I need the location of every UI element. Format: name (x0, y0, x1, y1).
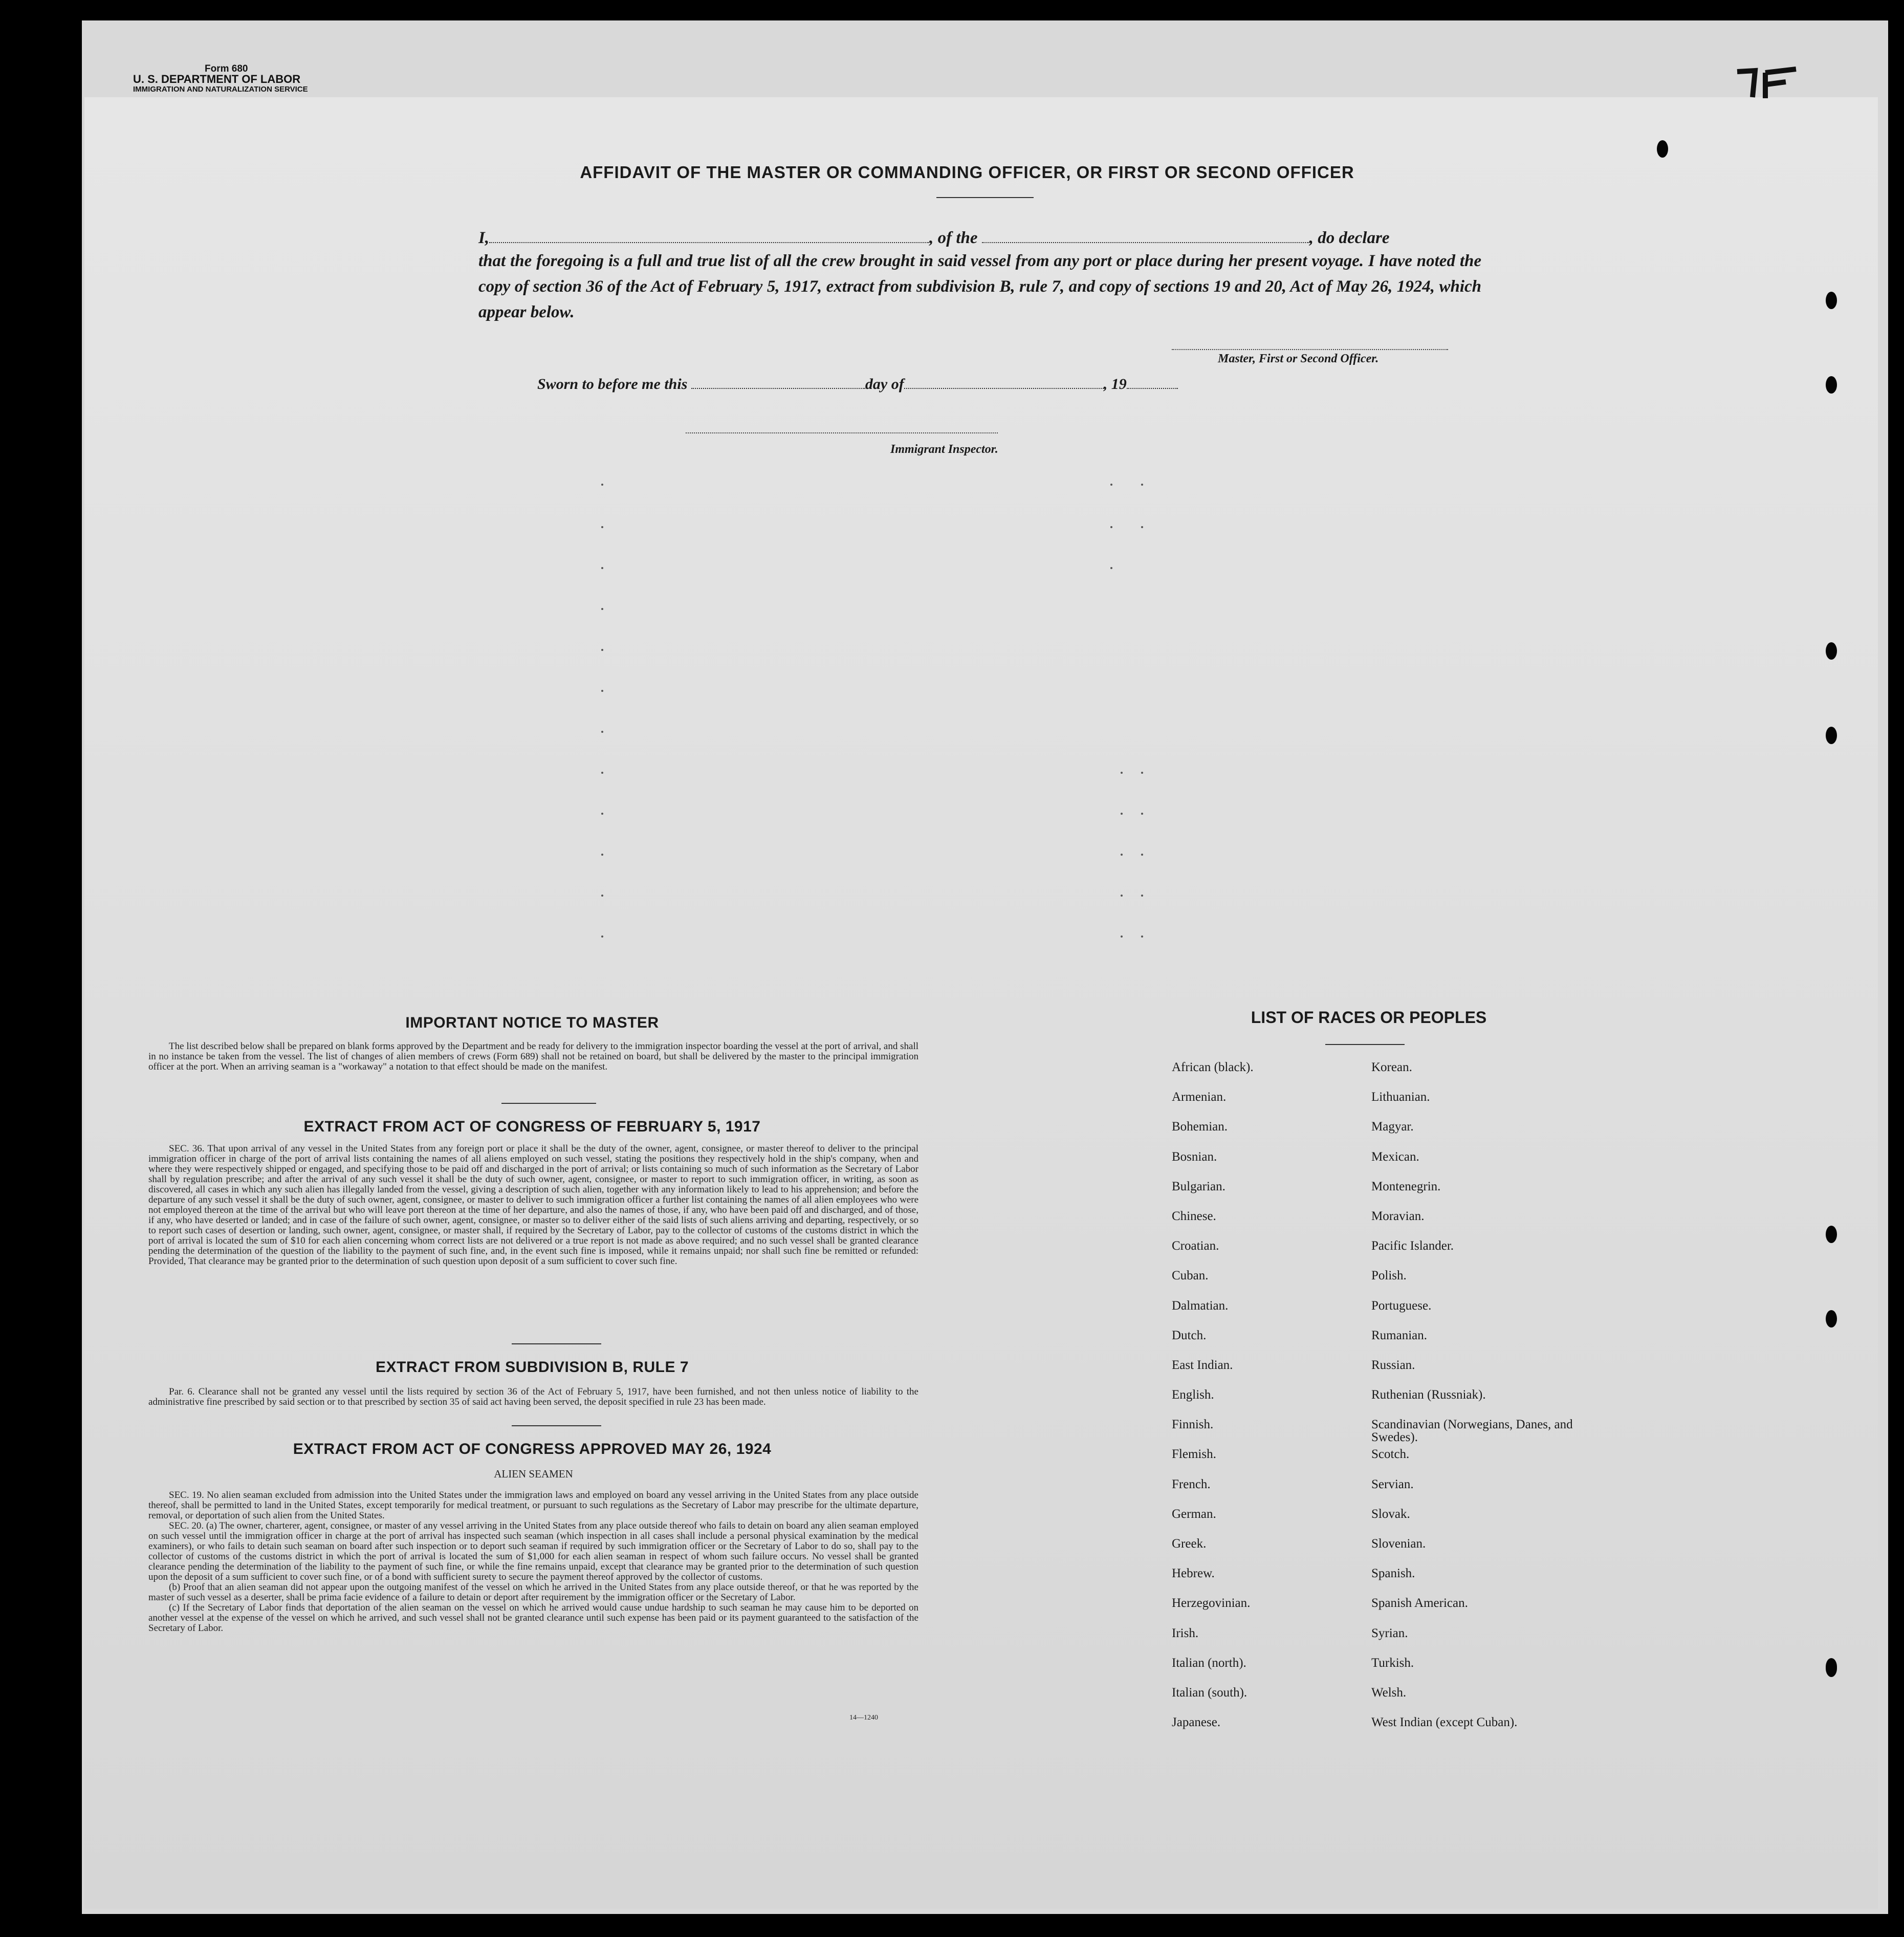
form-header (133, 64, 308, 95)
day-of-text: day of (865, 376, 904, 393)
year-prefix: , 19 (1103, 376, 1127, 393)
notice-text (148, 1041, 918, 1072)
declaration-body: that the foregoing is a full and true list of all the crew brought in said vessel from any port or place during her present voyage. I have noted the copy of section 36 of the Act of February 5, 1917, extract from subdivision B, rule 7, and copy of sections 19 and 20, Act of May 26, 1924, which appear below. (478, 252, 1481, 321)
rule-7-title: EXTRACT FROM SUBDIVISION B, RULE 7 (375, 1359, 689, 1376)
section-rule (501, 1103, 596, 1104)
race-item: Russian. (1371, 1358, 1415, 1372)
race-item: Portuguese. (1371, 1298, 1432, 1313)
month-blank[interactable] (904, 384, 1104, 389)
extract-1917-title: EXTRACT FROM ACT OF CONGRESS OF FEBRUARY 5, 1917 (303, 1118, 761, 1135)
inspector-caption: Immigrant Inspector. (890, 443, 998, 456)
binder-hole (1826, 376, 1837, 394)
races-right-column (1371, 1061, 1596, 1746)
sworn-prefix: Sworn to before me this (537, 376, 688, 393)
races-title: LIST OF RACES OR PEOPLES (1251, 1008, 1487, 1027)
race-item: Turkish. (1371, 1656, 1414, 1670)
section-36-paragraph: SEC. 36. That upon arrival of any vessel in the United States from any foreign port or place it shall be the duty of the owner, agent, consignee, or master thereof to deliver to the principal immigration officer in charge of the port of arrival lists containing the names of all aliens employed on such vessel, stating the positions they respectively hold in the ship's company, when and where they were respectively shipped or engaged, and specifying those to be paid off and discharged in the port of arrival; or lists containing so much of such information as the Secretary of Labor shall by regulation prescribe; and after the arrival of any such vessel it shall be the duty of such owner, agent, consignee, or master to report to such immigration officer, in writing, as soon as discovered, all cases in which any such alien has illegally landed from the vessel, giving a description of such alien, together with any information likely to lead to his apprehension; and before the departure of any such vessel it shall be the duty of such owner, agent, consignee, or master to deliver to such immigration officer a further list containing the names of all alien employees who were not employed thereon at the time of the arrival but who will leave port thereon at the time of her departure, and also the names of those, if any, who have been paid off and discharged, and of those, if any, who have deserted or landed; and in case of the failure of such owner, agent, consignee, or master so to deliver either of the said lists of such aliens arriving and departing, respectively, or so to report such cases of desertion or landing, such owner, agent, consignee, or master shall, if required by the Secretary of Labor, pay to the collector of customs of the customs district in which the port of arrival is located the sum of $10 for each alien concerning whom correct lists are not delivered or a true report is not made as above required; and no such vessel shall be granted clearance pending the determination of the question of the liability to the payment of such fine, and, in the event such fine is imposed, while it remains unpaid; nor shall such fine be remitted or refunded: Provided, That clearance may be granted prior to the determination of such question upon deposit of a sum sufficient to cover such fine. (148, 1143, 918, 1267)
race-item: Lithuanian. (1371, 1090, 1430, 1104)
vessel-blank[interactable] (982, 238, 1309, 243)
binder-hole (1826, 292, 1837, 309)
race-item: Bohemian. (1172, 1120, 1228, 1134)
race-item: Rumanian. (1371, 1328, 1428, 1342)
race-item: Hebrew. (1172, 1566, 1215, 1581)
section-19-paragraph: SEC. 19. No alien seaman excluded from admission into the United States under the immigration laws and employed on board any vessel arriving in the United States from any place outside thereof, shall be permitted to land in the United States, except temporarily for medical treatment, or pursuant to such regulations as the Secretary of Labor may prescribe for the ultimate departure, removal, or deportation of such alien from the United States. (148, 1490, 918, 1521)
binder-hole (1826, 1310, 1837, 1327)
form-number: Form 680 (205, 63, 248, 74)
binder-hole (1826, 642, 1837, 660)
race-item: West Indian (except Cuban). (1371, 1715, 1518, 1730)
department-name: U. S. DEPARTMENT OF LABOR (133, 73, 301, 85)
section-20b-paragraph: (b) Proof that an alien seaman did not appear upon the outgoing manifest of the vessel on which he arrived in the United States from any place outside thereof, or that he was reported by the master of such vessel as a deserter, shall be prima facie evidence of a failure to detain or deport after requirement by the immigration officer or the Secretary of Labor. (148, 1582, 918, 1603)
alien-seamen-subtitle: ALIEN SEAMEN (494, 1468, 573, 1480)
day-blank[interactable] (691, 384, 865, 389)
notice-title: IMPORTANT NOTICE TO MASTER (405, 1014, 659, 1031)
print-code: 14—1240 (849, 1714, 878, 1722)
notice-paragraph: The list described below shall be prepared on blank forms approved by the Department and be ready for delivery to the immigration inspector boarding the vessel at the port of arrival, and shall in no instance be taken from the vessel. The list of changes of alien members of crews (Form 689) shall not be retained on board, but shall be delivered by the master to the principal immigration officer at the port. When an arriving seaman is a "workaway" a notation to that effect should be made on the manifest. (148, 1041, 918, 1072)
master-signature-caption: Master, First or Second Officer. (1218, 352, 1379, 365)
year-blank[interactable] (1127, 384, 1178, 389)
race-item: Cuban. (1172, 1269, 1209, 1283)
race-item: Herzegovinian. (1172, 1596, 1251, 1610)
race-item: Croatian. (1172, 1239, 1219, 1253)
race-item: Magyar. (1371, 1120, 1414, 1134)
section-rule (512, 1425, 601, 1426)
races-rule (1325, 1044, 1405, 1045)
binder-hole (1826, 1660, 1837, 1677)
vessel-prefix: , of the (929, 229, 978, 247)
race-item: Korean. (1371, 1060, 1412, 1074)
races-left-column (1172, 1061, 1366, 1746)
race-item: Spanish American. (1371, 1596, 1468, 1610)
race-item: English. (1172, 1388, 1214, 1402)
race-item: Armenian. (1172, 1090, 1227, 1104)
race-item: Italian (south). (1172, 1685, 1248, 1700)
race-item: Montenegrin. (1371, 1179, 1441, 1193)
race-item: Ruthenian (Russniak). (1371, 1388, 1486, 1402)
section-20c-paragraph: (c) If the Secretary of Labor finds that deportation of the alien seaman on the vessel on which he arrived would cause undue hardship to such seaman he may cause him to be deported on another vessel at the expense of the vessel on which he arrived, and such vessel shall not be granted clearance until such expense has been paid or its payment guaranteed to the satisfaction of the Secretary of Labor. (148, 1602, 918, 1634)
rule-7-paragraph: Par. 6. Clearance shall not be granted any vessel until the lists required by section 36 of the Act of February 5, 1917, have been furnished, and not then unless notice of liability to the administrative fine prescribed by said section or to that prescribed by section 35 of said act having been served, the deposit specified in rule 23 has been made. (148, 1386, 918, 1407)
race-item: Dutch. (1172, 1328, 1207, 1342)
race-item: Syrian. (1371, 1626, 1408, 1640)
race-item: Polish. (1371, 1269, 1407, 1283)
race-item: Moravian. (1371, 1209, 1425, 1223)
declaration-first-line (478, 225, 1481, 251)
race-item: Servian. (1371, 1477, 1414, 1491)
race-item: Dalmatian. (1172, 1298, 1229, 1313)
race-item: Greek. (1172, 1537, 1207, 1551)
race-item: Bosnian. (1172, 1149, 1217, 1164)
race-item: Slovak. (1371, 1507, 1410, 1521)
race-item: African (black). (1172, 1060, 1254, 1074)
race-item: Pacific Islander. (1371, 1239, 1454, 1253)
race-item: German. (1172, 1507, 1216, 1521)
race-item: Finnish. (1172, 1418, 1214, 1432)
title-rule (936, 197, 1034, 198)
race-item: French. (1172, 1477, 1211, 1491)
binder-hole (1826, 727, 1837, 744)
race-item: Japanese. (1172, 1715, 1221, 1730)
race-item: Scandinavian (Norwegians, Danes, and Swedes). (1371, 1418, 1573, 1445)
race-item: Welsh. (1371, 1685, 1407, 1700)
name-blank[interactable] (489, 238, 929, 243)
form-sheet (84, 97, 1878, 1909)
race-item: Scotch. (1371, 1447, 1410, 1462)
rule-7-text (148, 1387, 918, 1407)
section-20a-paragraph: SEC. 20. (a) The owner, charterer, agent, consignee, or master of any vessel arriving in the United States from any place outside thereof who fails to detain on board any alien seaman employed on such vessel until the immigration officer in charge at the port of arrival has inspected such seaman (which inspection in all cases shall include a personal physical examination by the medical examiners), or who fails to detain such seaman on board after such inspection or to deport such seaman if required by such immigration officer or the Secretary of Labor to do so, shall pay to the collector of customs of the customs district in which the port of arrival is located the sum of $1,000 for each alien seaman in respect of whom such failure occurs. No vessel shall be granted clearance pending the determination of the liability to the payment of such fine, or while the fine remains unpaid, except that clearance may be granted prior to the determination of such question upon the deposit of a sum sufficient to cover such fine, or of a bond with sufficient surety to secure the payment thereof approved by the collector of customs. (148, 1520, 918, 1582)
section-rule (512, 1343, 601, 1344)
service-name: IMMIGRATION AND NATURALIZATION SERVICE (133, 85, 308, 94)
race-item: East Indian. (1172, 1358, 1233, 1372)
binder-hole (1657, 140, 1668, 158)
race-item: Mexican. (1371, 1149, 1419, 1164)
corner-handwritten-mark (1735, 67, 1801, 102)
race-item: Irish. (1172, 1626, 1199, 1640)
master-signature-line[interactable] (1172, 349, 1448, 350)
race-item: Slovenian. (1371, 1537, 1426, 1551)
race-item: Spanish. (1371, 1566, 1415, 1581)
sworn-line (537, 376, 1178, 393)
binder-hole (1826, 1226, 1837, 1243)
race-item: Italian (north). (1172, 1656, 1246, 1670)
extract-1917-text (148, 1144, 918, 1267)
extract-1924-text (148, 1490, 918, 1634)
declarant-prefix: I, (478, 229, 490, 247)
race-item: Bulgarian. (1172, 1179, 1225, 1193)
race-item: Chinese. (1172, 1209, 1216, 1223)
inspector-signature-line[interactable] (686, 432, 998, 433)
race-item: Flemish. (1172, 1447, 1216, 1462)
declare-text: , do declare (1309, 229, 1390, 247)
affidavit-title: AFFIDAVIT OF THE MASTER OR COMMANDING OFFICER, OR FIRST OR SECOND OFFICER (580, 163, 1354, 182)
extract-1924-title: EXTRACT FROM ACT OF CONGRESS APPROVED MAY 26, 1924 (293, 1441, 772, 1457)
